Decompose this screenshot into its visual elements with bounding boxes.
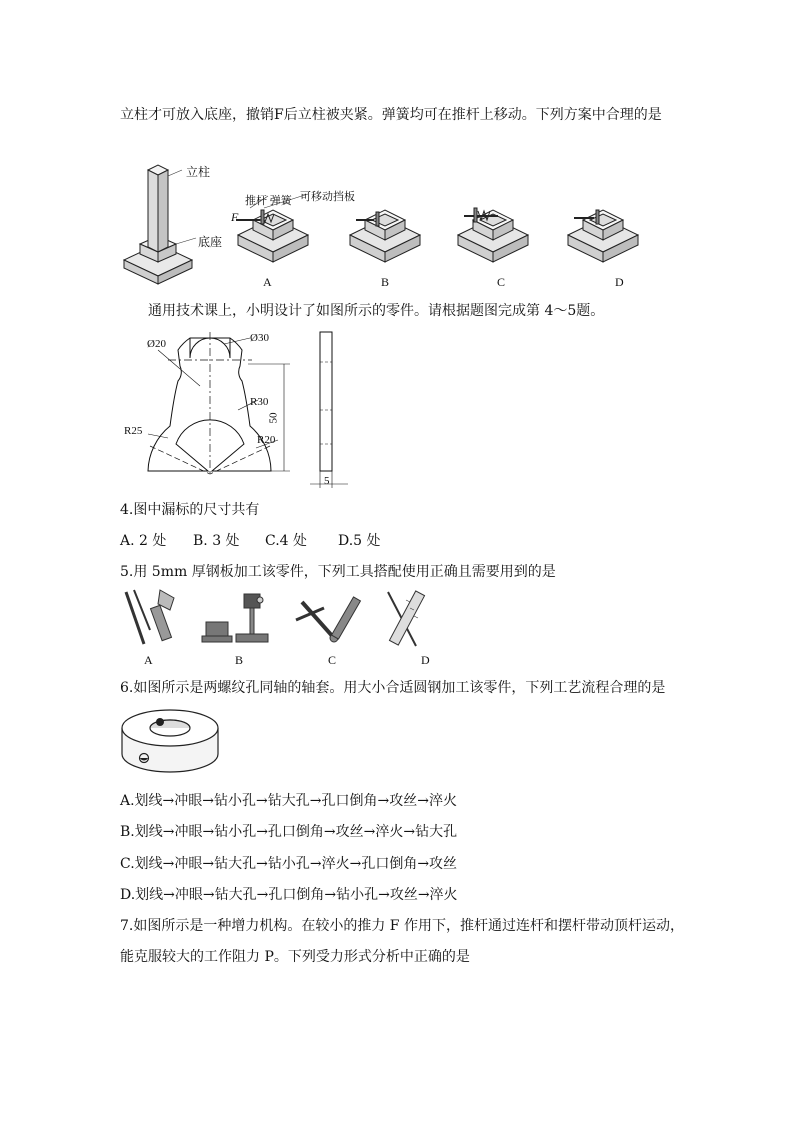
q4-option-b: B. 3 处 [193, 533, 240, 549]
q6-option-a: A.划线→冲眼→钻小孔→钻大孔→孔口倒角→攻丝→淬火 [120, 793, 457, 809]
q5-option-d: D [421, 653, 430, 667]
q3-label-base: 底座 [198, 235, 223, 249]
q3-label-force: F [231, 210, 239, 224]
q3-option-a: A [263, 275, 272, 289]
q7-line2: 能克服较大的工作阻力 P。下列受力形式分析中正确的是 [120, 949, 470, 965]
q6-stem: 6.如图所示是两螺纹孔同轴的轴套。用大小合适圆钢加工该零件，下列工艺流程合理的是 [120, 680, 666, 696]
q6-bushing-figure [116, 700, 226, 778]
q3-label-pushrod-spring: 推杆 弹簧 [245, 195, 292, 207]
q4-option-c: C.4 处 [265, 533, 308, 549]
q6-option-c: C.划线→冲眼→钻大孔→钻小孔→淬火→孔口倒角→攻丝 [120, 856, 458, 872]
q5-stem: 5.用 5mm 厚钢板加工该零件，下列工具搭配使用正确且需要用到的是 [120, 564, 556, 580]
q6-option-b: B.划线→冲眼→钻小孔→孔口倒角→攻丝→淬火→钻大孔 [120, 824, 458, 840]
q4-stem: 4.图中漏标的尺寸共有 [120, 502, 260, 518]
q3-label-pillar: 立柱 [186, 165, 211, 179]
q6-option-d: D.划线→冲眼→钻大孔→孔口倒角→钻小孔→攻丝→淬火 [120, 887, 458, 903]
dim-d30: Ø30 [250, 332, 269, 344]
part-drawing [118, 326, 358, 491]
q5-tools-figure [120, 586, 440, 652]
q3-label-movable-stop: 可移动挡板 [300, 191, 355, 203]
dim-r30: R30 [250, 396, 269, 408]
dim-t5: 5 [324, 475, 330, 487]
dim-d20: Ø20 [147, 338, 166, 350]
q5-option-c: C [328, 653, 337, 667]
q5-option-a: A [144, 653, 153, 667]
dim-r25: R25 [124, 425, 143, 437]
intro-text: 通用技术课上，小明设计了如图所示的零件。请根据题图完成第 4～5题。 [148, 303, 605, 319]
q5-option-b: B [235, 653, 244, 667]
q3-option-c: C [497, 275, 506, 289]
q4-option-a: A. 2 处 [120, 533, 167, 549]
q3-text: 立柱才可放入底座，撤销F后立柱被夹紧。弹簧均可在推杆上移动。下列方案中合理的是 [120, 107, 662, 123]
q3-option-b: B [381, 275, 390, 289]
dim-h50: 50 [267, 412, 280, 424]
q3-option-d: D [615, 275, 624, 289]
q7-line1: 7.如图所示是一种增力机构。在较小的推力 F 作用下，推杆通过连杆和摆杆带动顶杆运动， [120, 918, 684, 934]
q4-option-d: D.5 处 [338, 533, 381, 549]
dim-r20: R20 [257, 434, 276, 446]
